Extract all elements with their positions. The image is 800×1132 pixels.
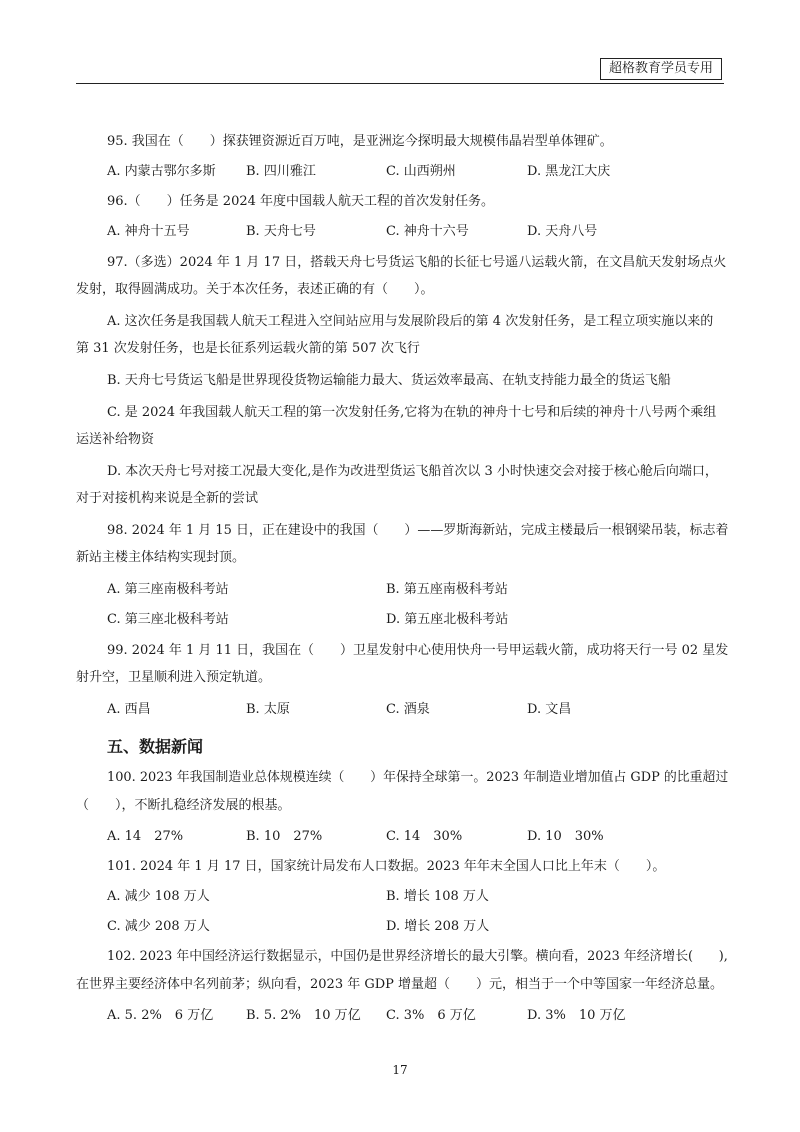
q97-option-a-line-1: A. 这次任务是我国载人航天工程进入空间站应用与发展阶段后的第 4 次发射任务，是工程立项实施以来的 [107,314,714,329]
q102-option-c: C. 3% 6 万亿 [386,1008,476,1023]
q96-stem: 96.（ ）任务是 2024 年度中国载人航天工程的首次发射任务。 [107,194,495,209]
q97-option-a-line-2: 第 31 次发射任务，也是长征系列运载火箭的第 507 次飞行 [76,341,420,356]
q100-option-c: C. 14 30% [386,829,463,844]
q97-stem-line-1: 97.（多选）2024 年 1 月 17 日，搭载天舟七号货运飞船的长征七号遥八运载火箭，在文昌航天发射场点火 [107,255,727,270]
q99-stem-line-2: 射升空，卫星顺利进入预定轨道。 [76,670,272,685]
q99-option-b: B. 太原 [246,702,290,717]
q98-stem-line-2: 新站主楼主体结构实现封顶。 [76,550,246,565]
q102-stem-line-2: 在世界主要经济体中名列前茅；纵向看，2023 年 GDP 增量超（ ）元，相当于一个中等国家一年经济总量。 [76,977,724,992]
q102-stem-line-1: 102. 2023 年中国经济运行数据显示，中国仍是世界经济增长的最大引擎。横向看，2023 年经济增长( ), [107,949,728,964]
q96-option-b: B. 天舟七号 [246,224,316,239]
q99-option-a: A. 西昌 [107,702,151,717]
q101-option-d: D. 增长 208 万人 [386,919,490,934]
q97-option-d-line-1: D. 本次天舟七号对接工况最大变化,是作为改进型货运飞船首次以 3 小时快速交会对接于核心舱后向端口， [107,464,718,479]
q100-option-a: A. 14 27% [107,829,184,844]
q101-stem: 101. 2024 年 1 月 17 日，国家统计局发布人口数据。2023 年年末全国人口比上年末（ ）。 [107,859,666,874]
q96-option-a: A. 神舟十五号 [107,224,190,239]
q99-stem-line-1: 99. 2024 年 1 月 11 日，我国在（ ）卫星发射中心使用快舟一号甲运载火箭，成功将天行一号 02 星发 [107,643,729,658]
q98-option-a: A. 第三座南极科考站 [107,582,229,597]
q99-option-d: D. 文昌 [527,702,572,717]
q98-option-c: C. 第三座北极科考站 [107,612,229,627]
q95-option-c: C. 山西朔州 [386,164,456,179]
q100-stem-line-1: 100. 2023 年我国制造业总体规模连续（ ）年保持全球第一。2023 年制造业增加值占 GDP 的比重超过 [107,770,729,785]
q97-option-d-line-2: 对于对接机构来说是全新的尝试 [76,491,259,506]
q102-option-a: A. 5. 2% 6 万亿 [107,1008,214,1023]
q102-option-d: D. 3% 10 万亿 [527,1008,626,1023]
q101-option-b: B. 增长 108 万人 [386,889,489,904]
q95-option-b: B. 四川雅江 [246,164,316,179]
q100-option-d: D. 10 30% [527,829,604,844]
q96-option-c: C. 神舟十六号 [386,224,469,239]
q99-option-c: C. 酒泉 [386,702,430,717]
q98-option-b: B. 第五座南极科考站 [386,582,508,597]
q95-option-a: A. 内蒙古鄂尔多斯 [107,164,216,179]
header-rule [76,83,724,84]
q97-stem-line-2: 发射，取得圆满成功。关于本次任务，表述正确的有（ ）。 [76,282,434,297]
q95-option-d: D. 黑龙江大庆 [527,164,611,179]
q100-option-b: B. 10 27% [246,829,323,844]
q97-option-c-line-1: C. 是 2024 年我国载人航天工程的第一次发射任务,它将为在轨的神舟十七号和后续的神舟十八号两个乘组 [107,405,717,420]
q101-option-a: A. 减少 108 万人 [107,889,210,904]
q102-option-b: B. 5. 2% 10 万亿 [246,1008,361,1023]
q97-option-c-line-2: 运送补给物资 [76,432,155,447]
q98-stem-line-1: 98. 2024 年 1 月 15 日，正在建设中的我国（ ）——罗斯海新站，完成主楼最后一根钢梁吊装，标志着 [107,523,729,538]
q97-option-b: B. 天舟七号货运飞船是世界现役货物运输能力最大、货运效率最高、在轨支持能力最全的货运飞船 [107,373,671,388]
page-number: 17 [392,1063,408,1077]
q95-stem: 95. 我国在（ ）探获锂资源近百万吨，是亚洲迄今探明最大规模伟晶岩型单体锂矿。 [107,134,613,149]
q100-stem-line-2: （ ），不断扎稳经济发展的根基。 [76,798,291,813]
q96-option-d: D. 天舟八号 [527,224,598,239]
q101-option-c: C. 减少 208 万人 [107,919,210,934]
section-heading: 五、数据新闻 [107,737,204,756]
header-stamp: 超格教育学员专用 [600,58,722,80]
q98-option-d: D. 第五座北极科考站 [386,612,509,627]
